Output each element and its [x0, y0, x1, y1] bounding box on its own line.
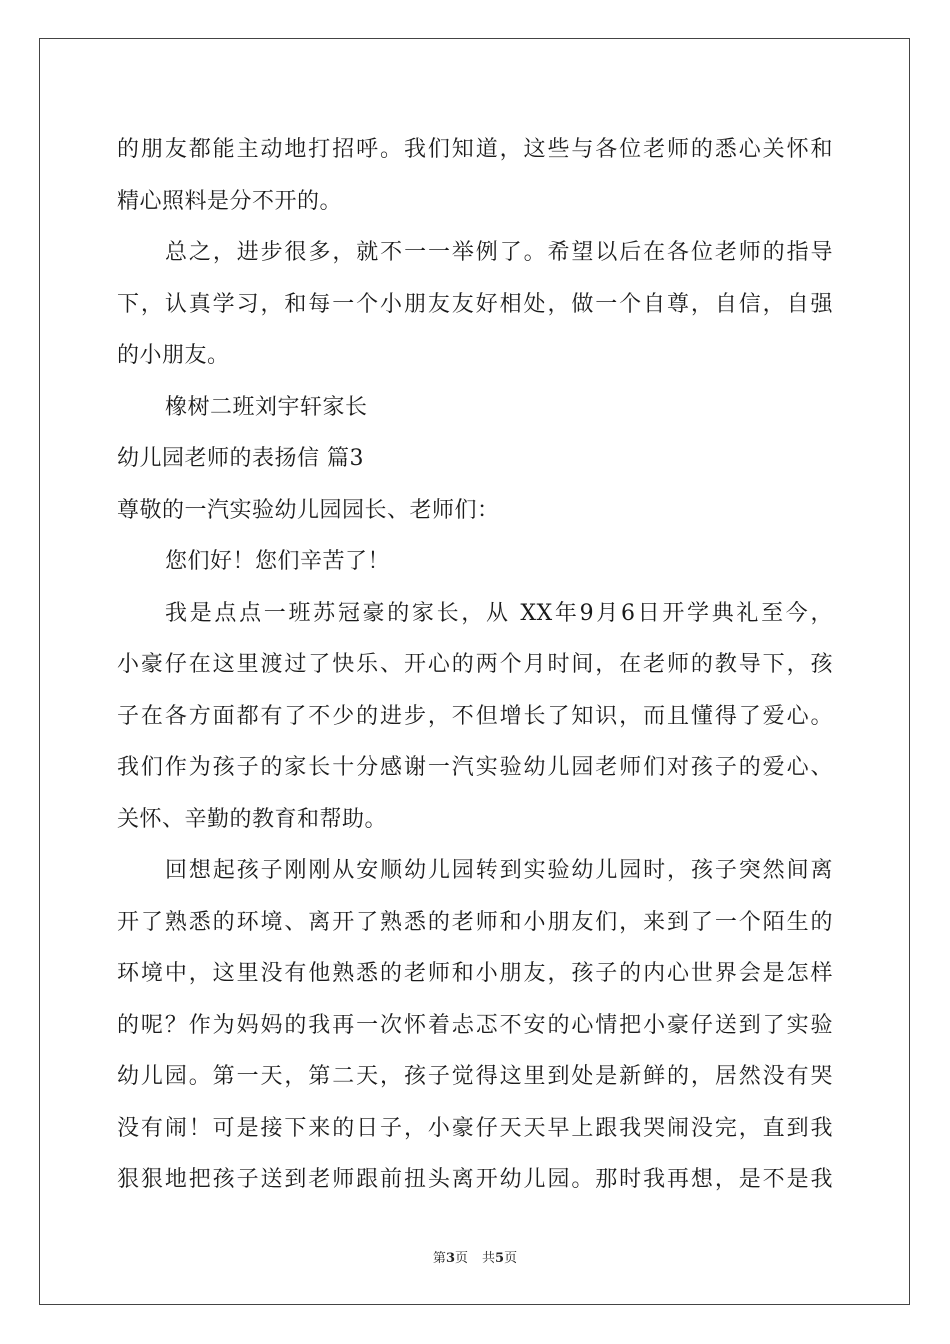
text-line: 下，认真学习，和每一个小朋友友好相处，做一个自尊，自信，自强 — [117, 291, 833, 317]
salutation: 尊敬的一汽实验幼儿园园长、老师们： — [117, 497, 500, 523]
text-line: 狠狠地把孩子送到老师跟前扭头离开幼儿园。那时我再想，是不是我 — [117, 1167, 833, 1192]
text-line: 的小朋友。 — [117, 343, 230, 368]
section-title: 幼儿园老师的表扬信 篇3 — [117, 446, 364, 471]
page-number: 3 — [445, 1251, 455, 1266]
total-pages: 5 — [495, 1251, 505, 1266]
text-line: 子在各方面都有了不少的进步，不但增长了知识，而且懂得了爱心。 — [117, 703, 833, 729]
page-suffix: 页 — [454, 1251, 468, 1266]
text-line: 的朋友都能主动地打招呼。我们知道，这些与各位老师的悉心关怀和 — [117, 137, 833, 162]
greeting: 您们好！您们辛苦了！ — [165, 549, 391, 574]
total-prefix: 共 — [482, 1251, 496, 1266]
text-line: 我们作为孩子的家长十分感谢一汽实验幼儿园老师们对孩子的爱心、 — [117, 755, 833, 780]
text-line: 幼儿园。第一天，第二天，孩子觉得这里到处是新鲜的，居然没有哭 — [117, 1064, 833, 1089]
text-line: 开了熟悉的环境、离开了熟悉的老师和小朋友们，来到了一个陌生的 — [117, 909, 833, 935]
text-line: 环境中，这里没有他熟悉的老师和小朋友，孩子的内心世界会是怎样 — [117, 961, 833, 986]
text-line: 关怀、辛勤的教育和帮助。 — [117, 806, 388, 832]
page-prefix: 第 — [432, 1251, 446, 1266]
text-line: 精心照料是分不开的。 — [117, 188, 343, 214]
text-line: 的呢？作为妈妈的我再一次怀着忐忑不安的心情把小豪仔送到了实验 — [117, 1012, 833, 1038]
text-line: 小豪仔在这里渡过了快乐、开心的两个月时间，在老师的教导下，孩 — [117, 652, 833, 677]
text-line: 我是点点一班苏冠豪的家长，从 XX年9月6日开学典礼至今， — [165, 600, 833, 626]
signature-line: 橡树二班刘宇轩家长 — [165, 394, 368, 420]
text-line: 没有闹！可是接下来的日子，小豪仔天天早上跟我哭闹没完，直到我 — [117, 1115, 833, 1141]
text-line: 回想起孩子刚刚从安顺幼儿园转到实验幼儿园时，孩子突然间离 — [165, 858, 833, 883]
total-suffix: 页 — [504, 1251, 518, 1266]
page-footer — [0, 1247, 950, 1266]
document-body — [117, 124, 833, 1206]
text-line: 总之，进步很多，就不一一举例了。希望以后在各位老师的指导 — [165, 240, 833, 265]
